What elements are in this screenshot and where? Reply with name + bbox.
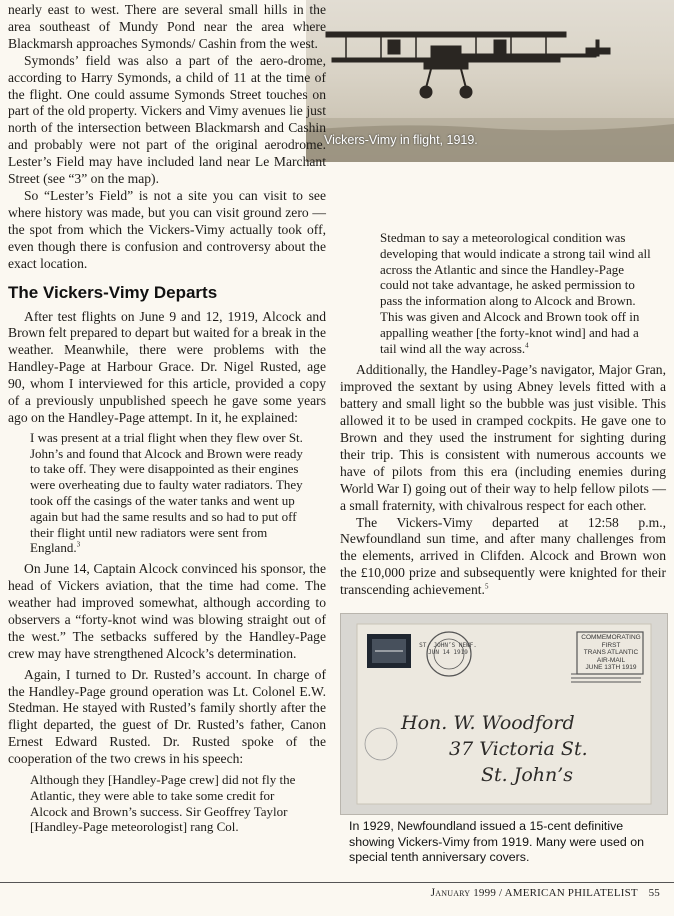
cachet-line: COMMEMORATING	[581, 634, 641, 641]
footer-rule	[0, 882, 674, 883]
cachet-line: TRANS ATLANTIC	[583, 649, 639, 657]
vickers-vimy-photo	[306, 0, 674, 162]
footnote-marker: 4	[525, 341, 529, 350]
cachet-line: AIR-MAIL	[596, 656, 626, 664]
paragraph-lesters-field: So “Lester’s Field” is not a site you can visit to see where history was made, but you can visit ground zero — the spot from which the Vickers-Vimy actually took off, even though there is confusion and controversy about the exact location.	[8, 187, 326, 271]
footer-magazine: AMERICAN PHILATELIST	[504, 887, 638, 899]
handwritten-address	[401, 710, 588, 788]
cachet-line: FIRST	[601, 641, 621, 649]
address-line: St. John’s	[481, 764, 574, 786]
paragraph-test-flights: After test flights on June 9 and 12, 1919, Alcock and Brown felt prepared to depart but waited for a break in the weather. Meanwhile, there were problems with the Handley-Page at Harbour Grace. Dr. Nigel Rusted, age 90, whom I interviewed for this article, provided a copy of a previously unpublished speech he gave some years ago on the Handley-Page attempt. In it, he explained:	[8, 308, 326, 425]
address-line: Hon. W. Woodford	[401, 712, 575, 734]
paragraph-june-14: On June 14, Captain Alcock convinced his sponsor, the head of Vickers aviation, that the time had come. The weather had improved somewhat, although according to observers a “forty-knot wind was blowing straight out of the west.” The setbacks suffered by the Handley-Page crew may have strengthened Alcock’s determination.	[8, 561, 326, 661]
paragraph-text: The Vickers-Vimy departed at 12:58 p.m., Newfoundland sun time, and after many challenges from the elements, arrived in Clifden. Alcock and Brown won the £10,000 prize and subsequently were knighted for their transcending achievement.	[340, 514, 666, 598]
cover-caption: In 1929, Newfoundland issued a 15-cent definitive showing Vickers-Vimy from 1919. Many were used on special tenth anniversary covers.	[349, 819, 644, 864]
cachet-line: JUNE 13TH 1919	[585, 664, 637, 672]
page-footer: January 1999 / AMERICAN PHILATELIST 55	[430, 887, 660, 899]
page-number: 55	[648, 887, 660, 899]
paragraph-departure	[340, 515, 666, 600]
postmark-text: ST. JOHN’S NEWF. JUN 14 1919	[419, 642, 477, 656]
address-line: 37 Victoria St.	[449, 738, 588, 760]
quote-text: Stedman to say a meteorological condition was developing that would indicate a strong tail wind all across the Atlantic and since the Handley-Page could not take advantage, he asked permission to pass the information along to Alcock and Brown. This was given and Alcock and Brown took off in appalling weather [the forty-knot wind] and had a tail wind all the way across.	[380, 230, 651, 356]
rusted-quote-trial-flight	[8, 430, 326, 556]
footnote-marker: 3	[76, 541, 81, 550]
quote-text: Although they [Handley-Page crew] did not fly the Atlantic, they were able to take some credit for Alcock and Brown’s success. Sir Geoffrey Taylor [Handley-Page meteorologist] rang Col.	[30, 772, 296, 835]
paragraph-hills: nearly east to west. There are several small hills in the area southeast of Mundy Pond near the area where Blackmarsh approaches Symonds/ Cashin from the west.	[8, 2, 326, 51]
rusted-quote-cooperation	[8, 772, 326, 835]
anniversary-cover-photo	[340, 613, 668, 815]
paragraph-sextant: Additionally, the Handley-Page’s navigator, Major Gran, improved the sextant by using Abney levels fitted with a battery and small light so the bubble was just visible. This allowed it to be used in cramped cockpits. He gave one to Brown and they used the instrument for sighting during their trip. This is consistent with numerous accounts we have of pilots from this era (including enemies during World War I) going out of their way to help fellow pilots — a small fraternity, with chivalrous respect for each other.	[340, 362, 666, 513]
paragraph-symonds-field: Symonds’ field was also a part of the aero-drome, according to Harry Symonds, a child of 11 at the time of the flight. One could assume Symonds Street touches on part of the old property. Vickers and Vimy avenues lie just north of the intersection between Blackmarsh and Cashin and probably were not part of the original aerodrome. Lester’s Field may have included land near Le Marchant Street (see “3” on the map).	[8, 52, 326, 187]
footer-month: January	[430, 887, 471, 899]
right-column	[340, 230, 666, 599]
quote-text: I was present at a trial flight when they flew over St. John’s and found that Alcock and Brown were ready to take off. They were disappointed as their engines were overheating due to faulty water radiators. They took off the casings of the water tanks and went up again but had the same results and so had to put off their flight until new radiators were sent from England.	[30, 429, 303, 556]
paragraph-stedman: Again, I turned to Dr. Rusted’s account. In charge of the Handley-Page ground operation was Lt. Colonel E.W. Stedman. He stayed with Rusted’s family shortly after the flight departed, the guest of Dr. Rusted’s father, Canon Ernest Edward Rusted. Dr. Rusted spoke of the cooperation of the two crews in his speech:	[8, 666, 326, 767]
footnote-marker: 5	[484, 582, 489, 591]
left-column	[8, 0, 326, 835]
section-heading: The Vickers-Vimy Departs	[8, 282, 218, 302]
cachet-text	[579, 634, 643, 672]
photo-caption: Vickers-Vimy in flight, 1919.	[324, 133, 478, 147]
rusted-quote-continued	[340, 230, 666, 356]
footer-year: 1999	[473, 887, 497, 899]
